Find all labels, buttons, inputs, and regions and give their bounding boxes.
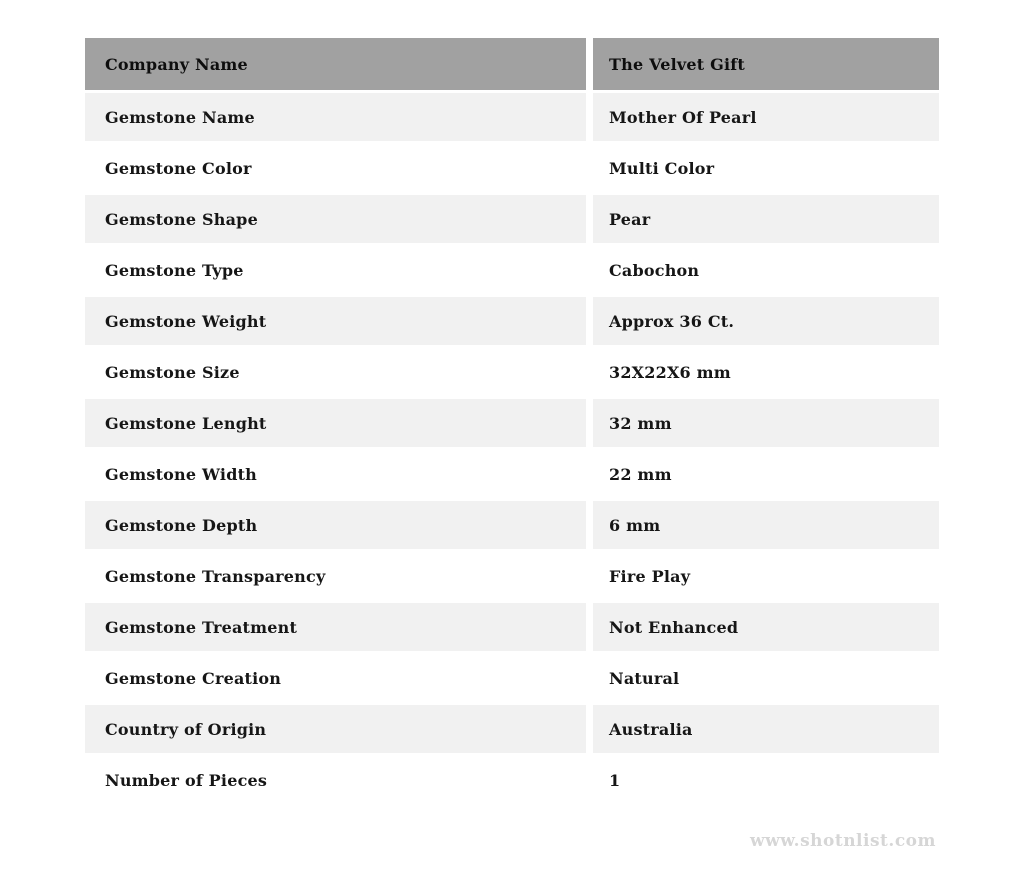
watermark-text: www.shotnlist.com: [749, 831, 936, 851]
row-value-cell: Fire Play: [593, 552, 939, 600]
gemstone-spec-table: [85, 38, 939, 804]
row-label-cell: Gemstone Color: [85, 144, 586, 192]
row-label-cell: Gemstone Width: [85, 450, 586, 498]
row-value-cell: Mother Of Pearl: [593, 93, 939, 141]
row-label-cell: Gemstone Type: [85, 246, 586, 294]
row-label-cell: Gemstone Lenght: [85, 399, 586, 447]
row-value-cell: 6 mm: [593, 501, 939, 549]
row-label-cell: Gemstone Name: [85, 93, 586, 141]
row-value-cell: 22 mm: [593, 450, 939, 498]
row-label-cell: Country of Origin: [85, 705, 586, 753]
row-label-cell: Gemstone Treatment: [85, 603, 586, 651]
row-value-cell: Australia: [593, 705, 939, 753]
row-label-cell: Gemstone Creation: [85, 654, 586, 702]
row-label-cell: Gemstone Transparency: [85, 552, 586, 600]
row-value-cell: Natural: [593, 654, 939, 702]
row-label-cell: Gemstone Weight: [85, 297, 586, 345]
table-header-label-cell: Company Name: [85, 38, 586, 90]
row-value-cell: Pear: [593, 195, 939, 243]
row-value-cell: 1: [593, 756, 939, 804]
row-value-cell: 32 mm: [593, 399, 939, 447]
row-value-cell: Multi Color: [593, 144, 939, 192]
row-value-cell: 32X22X6 mm: [593, 348, 939, 396]
row-label-cell: Gemstone Depth: [85, 501, 586, 549]
row-label-cell: Number of Pieces: [85, 756, 586, 804]
row-value-cell: Not Enhanced: [593, 603, 939, 651]
row-label-cell: Gemstone Size: [85, 348, 586, 396]
table-header-value-cell: The Velvet Gift: [593, 38, 939, 90]
row-value-cell: Approx 36 Ct.: [593, 297, 939, 345]
row-label-cell: Gemstone Shape: [85, 195, 586, 243]
row-value-cell: Cabochon: [593, 246, 939, 294]
